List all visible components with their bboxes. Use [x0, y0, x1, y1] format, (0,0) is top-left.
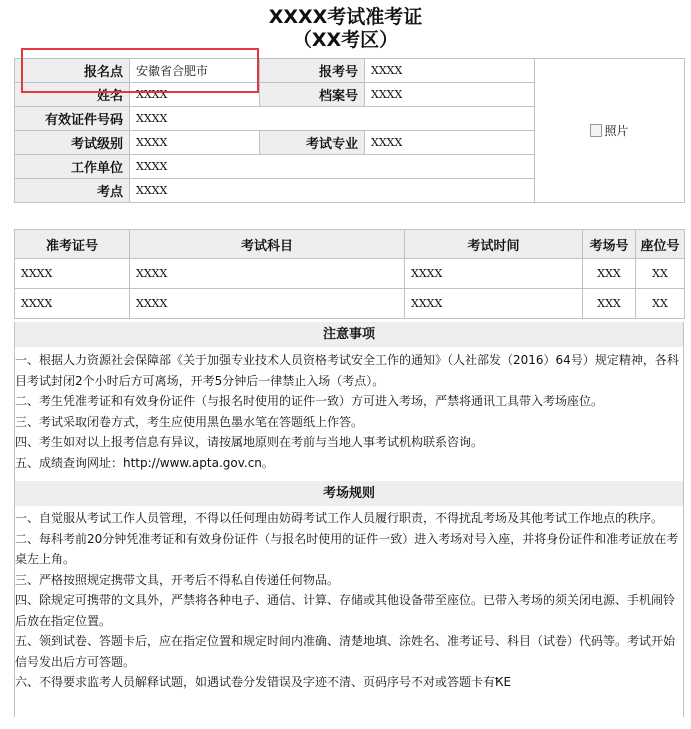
page-subtitle: （XX考区） — [292, 29, 399, 51]
cell-ticket-no: XXXX — [15, 289, 130, 319]
photo-alt-text: 照片 — [604, 124, 629, 138]
table-row — [15, 259, 685, 289]
col-header-subject: 考试科目 — [130, 230, 405, 259]
cell-room-no: XXX — [583, 259, 636, 289]
col-header-time: 考试时间 — [405, 230, 583, 259]
name-label: 姓名 — [15, 83, 130, 107]
exam-schedule-table — [14, 229, 685, 319]
col-header-room-no: 考场号 — [583, 230, 636, 259]
cell-seat-no: XX — [636, 259, 685, 289]
photo-cell — [535, 59, 685, 203]
list-item: 四、除规定可携带的文具外，严禁将各种电子、通信、计算、存储或其他设备带至座位。已带入考场的须关闭电源、手机闹铃后放在指定位置。 — [15, 593, 676, 628]
broken-image-icon — [590, 122, 628, 139]
cell-seat-no: XX — [636, 289, 685, 319]
cell-subject: XXXX — [130, 289, 405, 319]
col-header-seat-no: 座位号 — [636, 230, 685, 259]
level-label: 考试级别 — [15, 131, 130, 155]
cell-subject: XXXX — [130, 259, 405, 289]
name-value: XXXX — [130, 83, 260, 107]
cell-time: XXXX — [405, 259, 583, 289]
major-value: XXXX — [365, 131, 535, 155]
cell-ticket-no: XXXX — [15, 259, 130, 289]
list-item: 一、自觉服从考试工作人员管理，不得以任何理由妨碍考试工作人员履行职责，不得扰乱考场及其他考试工作地点的秩序。 — [15, 511, 664, 525]
right-border — [683, 322, 684, 717]
list-item: 一、根据人力资源社会保障部《关于加强专业技术人员资格考试安全工作的通知》（人社部发（2016）64号）规定精神，各科目考试封闭2个小时后方可离场，开考5分钟后一律禁止入场（考点）。 — [15, 353, 679, 388]
employer-label: 工作单位 — [15, 155, 130, 179]
rules-heading: 考场规则 — [14, 481, 684, 506]
venue-value: XXXX — [130, 179, 535, 203]
list-item: 三、考试采取闭卷方式，考生应使用黑色墨水笔在答题纸上作答。 — [15, 414, 364, 429]
list-item: 四、考生如对以上报考信息有异议，请按属地原则在考前与当地人事考试机构联系咨询。 — [15, 435, 484, 449]
venue-label: 考点 — [15, 179, 130, 203]
file-no-value: XXXX — [365, 83, 535, 107]
col-header-ticket-no: 准考证号 — [15, 230, 130, 259]
rules-list — [15, 508, 683, 693]
employer-value: XXXX — [130, 155, 535, 179]
reg-site-label: 报名点 — [15, 59, 130, 83]
list-item: 三、严格按照规定携带文具，开考后不得私自传递任何物品。 — [15, 572, 340, 587]
cell-time: XXXX — [405, 289, 583, 319]
file-no-label: 档案号 — [260, 83, 365, 107]
highlight-box — [21, 48, 259, 93]
notices-heading: 注意事项 — [14, 322, 684, 347]
reg-no-value: XXXX — [365, 59, 535, 83]
page-title: XXXX考试准考证 — [268, 6, 423, 28]
left-border — [14, 322, 15, 717]
list-item: 二、考生凭准考证和有效身份证件（与报名时使用的证件一致）方可进入考场，严禁将通讯工具带入考场座位。 — [15, 394, 604, 408]
list-item: 二、每科考前20分钟凭准考证和有效身份证件（与报名时使用的证件一致）进入考场对号入座，并将身份证件和准考证放在考桌左上角。 — [15, 531, 679, 566]
id-label: 有效证件号码 — [15, 107, 130, 131]
major-label: 考试专业 — [260, 131, 365, 155]
reg-no-label: 报考号 — [260, 59, 365, 83]
list-item: 五、成绩查询网址：http://www.apta.gov.cn。 — [15, 455, 274, 470]
list-item: 五、领到试卷、答题卡后，应在指定位置和规定时间内准确、清楚地填、涂姓名、准考证号、科目（试卷）代码等。考试开始信号发出后方可答题。 — [15, 634, 676, 669]
reg-site-value: 安徽省合肥市 — [130, 59, 260, 83]
table-row — [15, 289, 685, 319]
list-item: 六、不得要求监考人员解释试题，如遇试卷分发错误及字迹不清、页码序号不对或答题卡有ҞE — [15, 675, 512, 689]
level-value: XXXX — [130, 131, 260, 155]
notices-list — [15, 350, 683, 473]
cell-room-no: XXX — [583, 289, 636, 319]
id-value: XXXX — [130, 107, 535, 131]
